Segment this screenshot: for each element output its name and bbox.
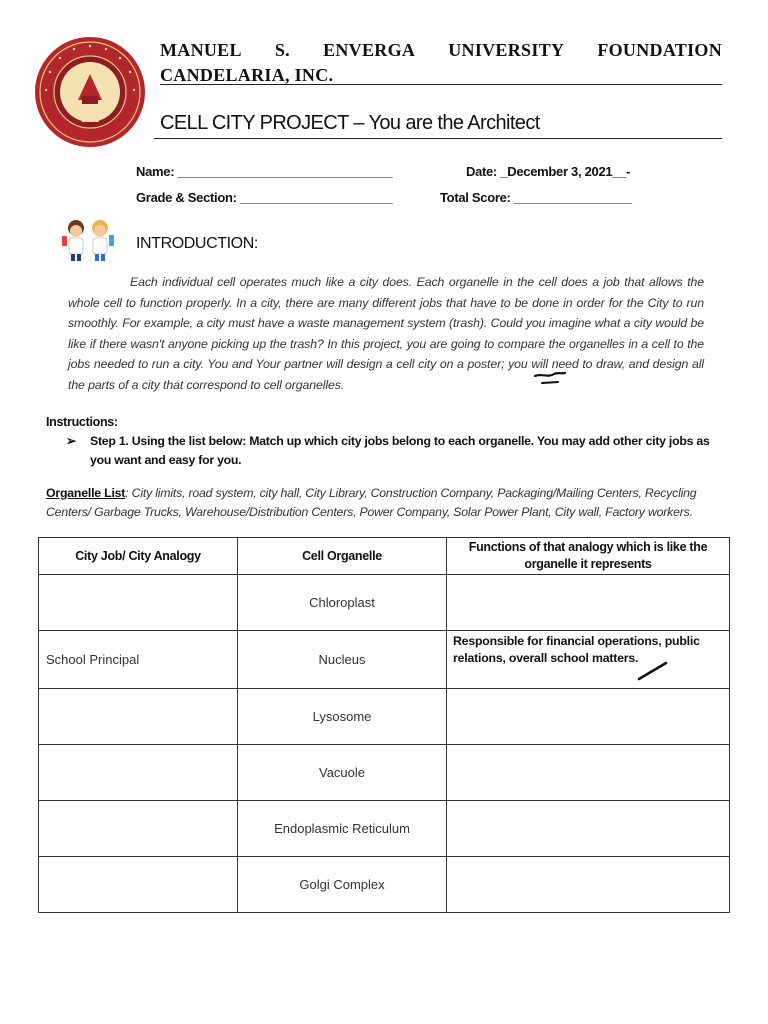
- introduction-heading: INTRODUCTION:: [136, 235, 258, 252]
- table-row: [39, 801, 730, 857]
- function-cell[interactable]: [447, 689, 730, 745]
- column-header: City Job/ City Analogy: [39, 538, 238, 575]
- table-row: [39, 857, 730, 913]
- grade-label: Grade & Section:: [136, 190, 237, 205]
- scientist-kids-clipart: [58, 218, 118, 262]
- score-blank: _________________: [513, 190, 632, 205]
- function-cell[interactable]: [447, 631, 730, 689]
- column-header: Cell Organelle: [238, 538, 447, 575]
- table-header-row: [39, 538, 730, 575]
- organelle-cell: Lysosome: [238, 689, 447, 745]
- organelle-list-label: Organelle List: [46, 486, 126, 500]
- handwritten-mark: [532, 370, 568, 386]
- univ-word: MANUEL: [160, 40, 242, 60]
- organelle-list-items: : City limits, road system, city hall, City Library, Construction Company, Packaging/Mailing Centers, Recycling Centers/ Garbage Trucks, Warehouse/Distribution Centers, Power Company, Solar Power Plant, City wall, Factory workers.: [46, 486, 697, 519]
- city-job-cell[interactable]: School Principal: [39, 631, 238, 689]
- grade-section-field: [136, 190, 392, 205]
- instructions-heading: Instructions:: [46, 415, 118, 429]
- table-row: [39, 689, 730, 745]
- total-score-field: [440, 190, 632, 205]
- analogy-table: [38, 537, 730, 913]
- organelle-cell: Endoplasmic Reticulum: [238, 801, 447, 857]
- name-field: [136, 164, 392, 179]
- function-text: Responsible for financial operations, public relations, overall school matters.: [453, 634, 700, 665]
- check-mark-icon: [636, 660, 670, 682]
- table-row: [39, 575, 730, 631]
- univ-word: S.: [274, 40, 290, 60]
- step-1-text: Step 1. Using the list below: Match up which city jobs belong to each organelle. You may add other city jobs as you want and easy for you.: [90, 434, 710, 467]
- table-row: [39, 631, 730, 689]
- date-value: _December 3, 2021__-: [500, 164, 631, 179]
- city-job-cell[interactable]: [39, 575, 238, 631]
- bullet-arrow-icon: ➢: [66, 434, 77, 448]
- organelle-cell: Golgi Complex: [238, 857, 447, 913]
- univ-word: UNIVERSITY: [448, 40, 565, 60]
- introduction-text: Each individual cell operates much like a city does. Each organelle in the cell does a job that allows the whole cell to function properly. In a city, there are many different jobs that have to be done in order for the City to run smoothly. For example, a city must have a waste management system (trash). Could you imagine what a city would be like if there wasn't anyone picking up the trash? In this project, you are going to compare the organelles in a cell to the jobs needed to run a city. You and Your partner will design a cell city on a poster; you will need to draw, and design all the parts of a city that correspond to cell organelles.: [68, 275, 704, 392]
- introduction-paragraph: [68, 272, 704, 396]
- university-name-line1: [160, 38, 722, 63]
- city-job-cell[interactable]: [39, 689, 238, 745]
- organelle-cell: Nucleus: [238, 631, 447, 689]
- header-rule: [160, 84, 722, 85]
- function-cell[interactable]: [447, 801, 730, 857]
- university-seal-logo: [34, 36, 146, 148]
- name-blank: _______________________________: [177, 164, 393, 179]
- univ-word: ENVERGA: [323, 40, 416, 60]
- title-rule: [154, 138, 722, 139]
- column-header: Functions of that analogy which is like the organelle it represents: [447, 538, 730, 575]
- function-cell[interactable]: [447, 857, 730, 913]
- date-field: [466, 164, 630, 179]
- city-job-cell[interactable]: [39, 857, 238, 913]
- step-1-instruction: [66, 432, 726, 469]
- name-label: Name:: [136, 164, 175, 179]
- organelle-cell: Chloroplast: [238, 575, 447, 631]
- table-row: [39, 745, 730, 801]
- function-cell[interactable]: [447, 745, 730, 801]
- function-cell[interactable]: [447, 575, 730, 631]
- city-job-cell[interactable]: [39, 745, 238, 801]
- document-title: CELL CITY PROJECT – You are the Architect: [160, 112, 540, 134]
- univ-word: FOUNDATION: [597, 40, 722, 60]
- city-job-cell[interactable]: [39, 801, 238, 857]
- university-name-line2: CANDELARIA, INC.: [160, 65, 334, 85]
- organelle-list: [46, 484, 726, 521]
- university-name: [160, 38, 722, 88]
- date-label: Date:: [466, 164, 498, 179]
- seal-year: 1992: [81, 115, 99, 124]
- grade-blank: ______________________: [239, 190, 393, 205]
- score-label: Total Score:: [440, 190, 511, 205]
- organelle-cell: Vacuole: [238, 745, 447, 801]
